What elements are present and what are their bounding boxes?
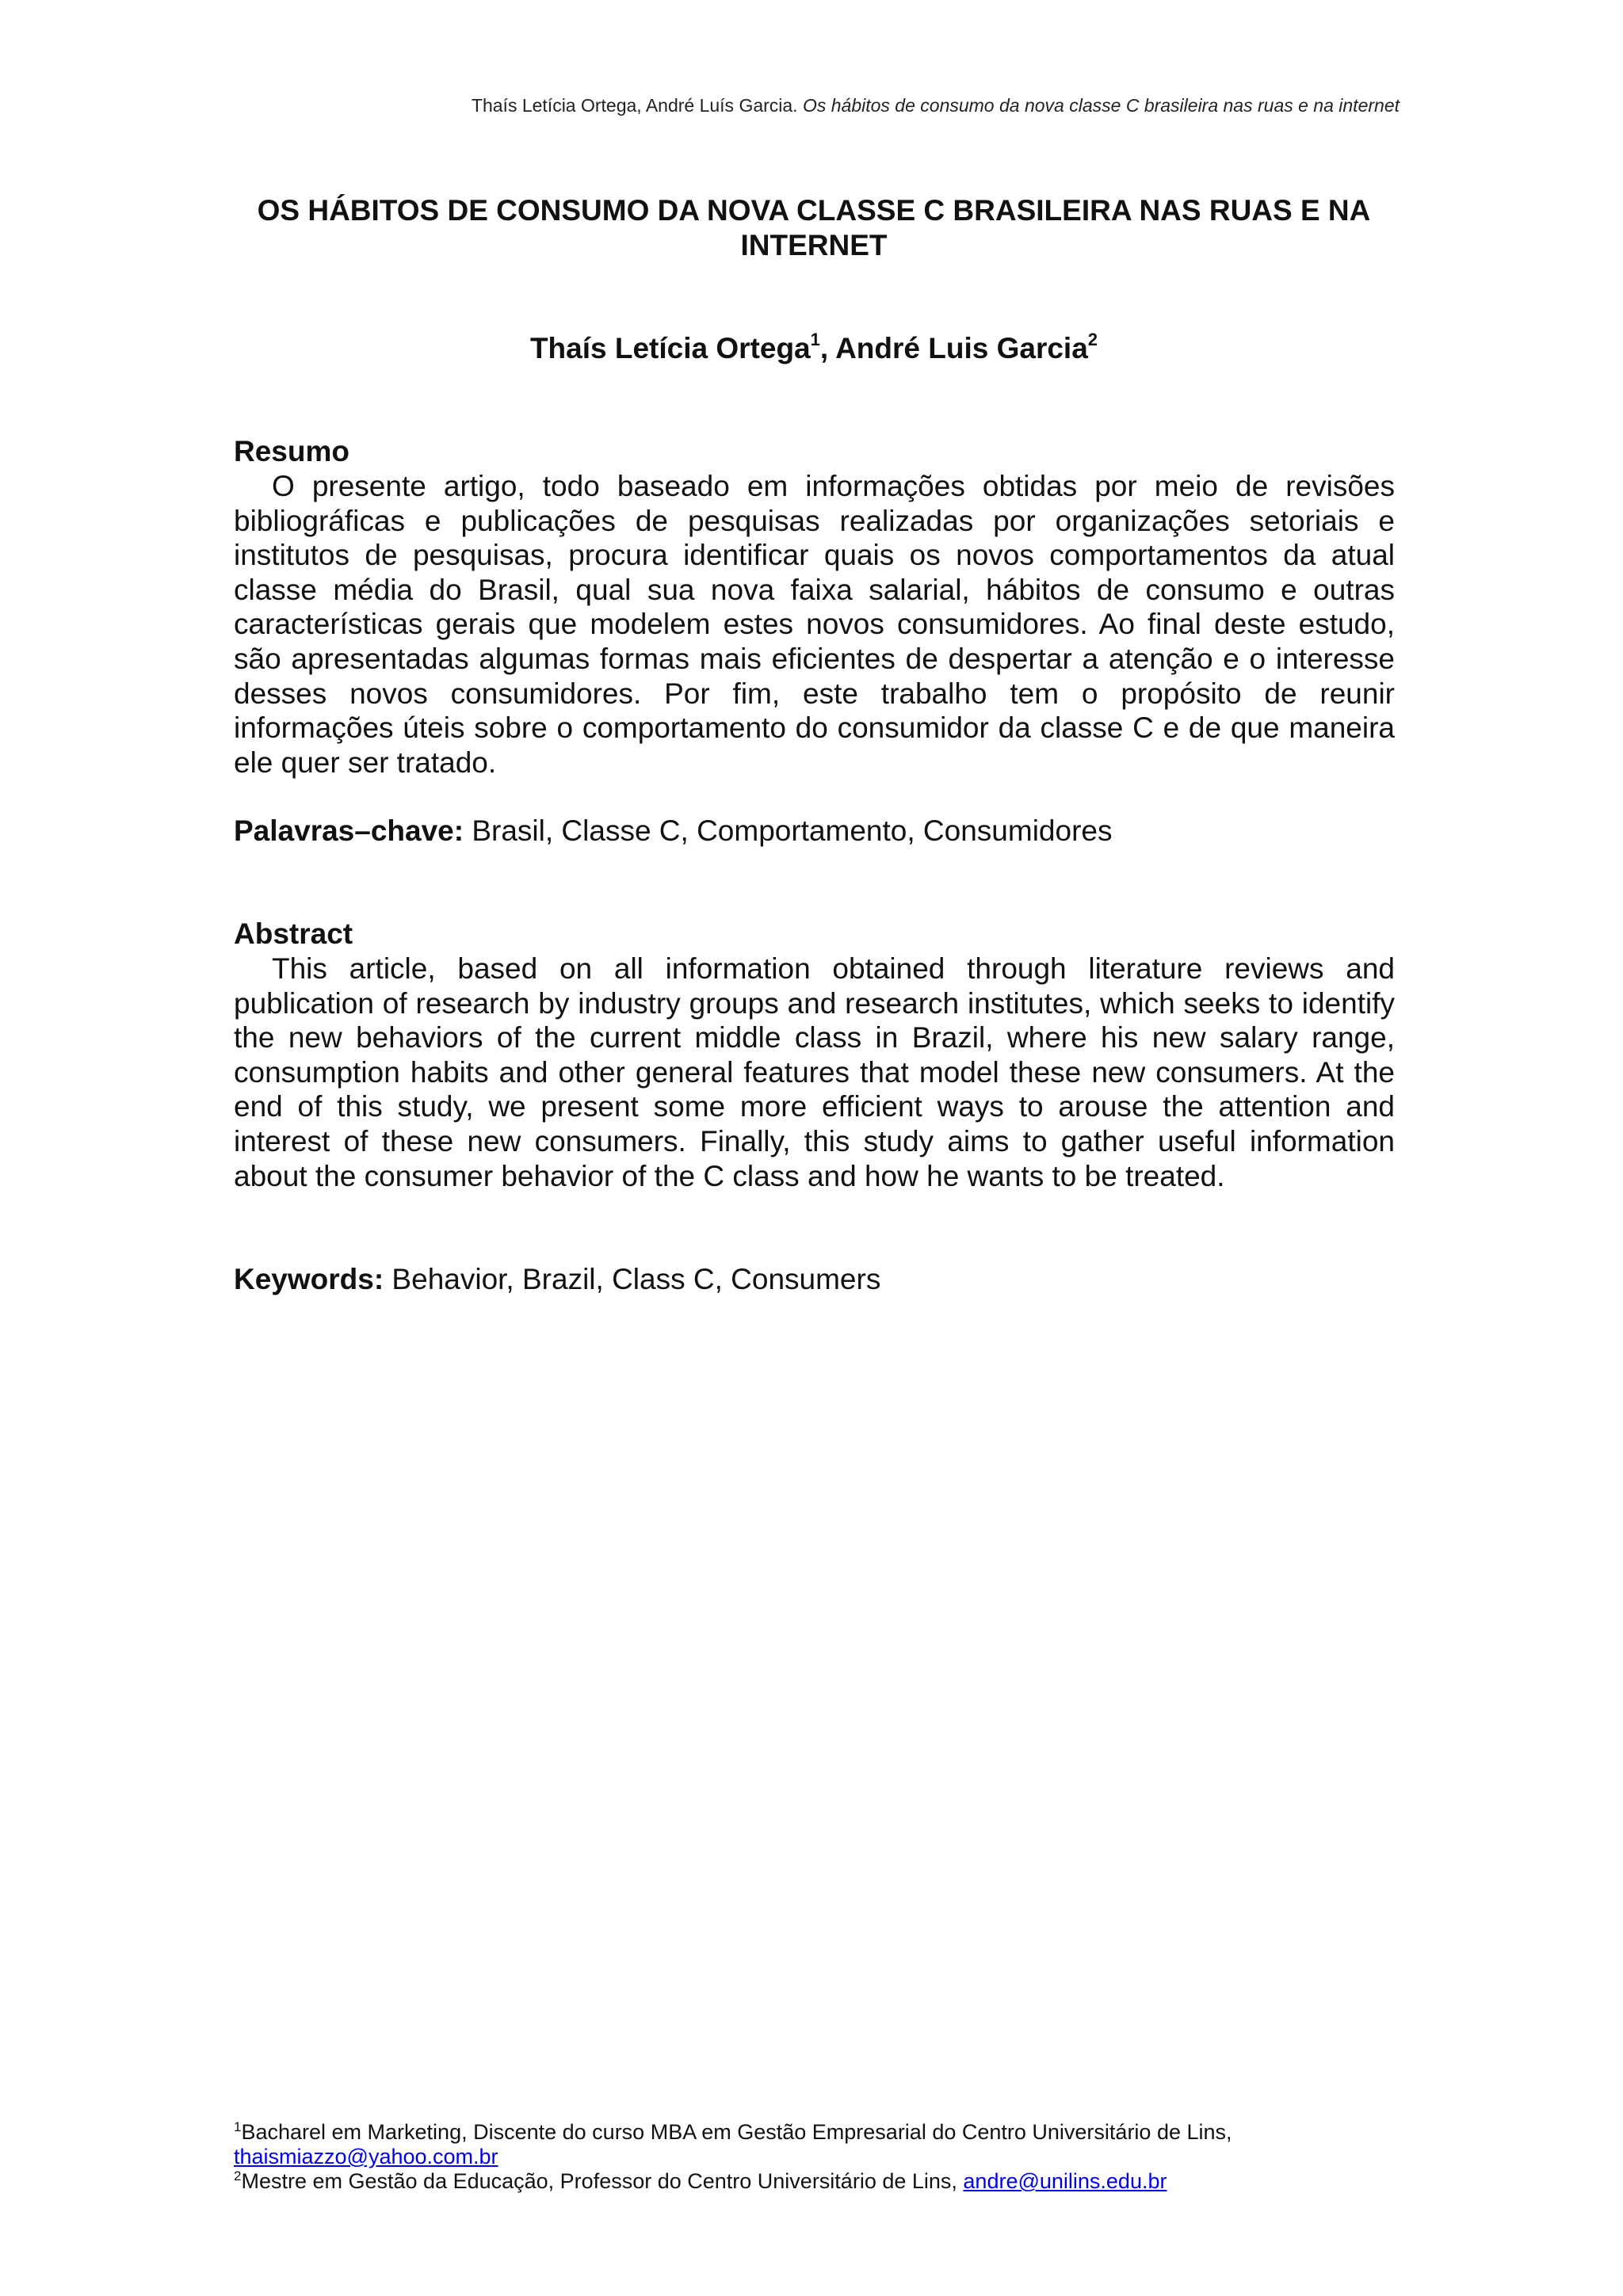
- keywords-label: Keywords:: [234, 1263, 384, 1295]
- footnotes: [234, 2120, 1395, 2194]
- running-header-title: Os hábitos de consumo da nova classe C brasileira nas ruas e na internet: [802, 95, 1400, 116]
- footnote-1-mark: 1: [234, 2119, 242, 2134]
- palavras-chave: [234, 814, 1395, 849]
- resumo-section: [234, 434, 1395, 780]
- author-1-name: Thaís Letícia Ortega: [529, 332, 811, 364]
- footnote-2-text: Mestre em Gestão da Educação, Professor do Centro Universitário de Lins,: [241, 2169, 964, 2193]
- running-header-authors: Thaís Letícia Ortega, André Luís Garcia.: [471, 95, 798, 116]
- author-1-footnote-mark: 1: [810, 330, 820, 349]
- abstract-section: [234, 917, 1395, 1193]
- author-separator: ,: [819, 332, 836, 364]
- resumo-text: O presente artigo, todo baseado em informações obtidas por meio de revisões bibliográficas e publicações de pesquisas realizadas por organizações setoriais e institutos de pesquisas, procura identificar quais os novos comportamentos da atual classe média do Brasil, qual sua nova faixa salarial, hábitos de consumo e outras características gerais que modelem estes novos consumidores. Ao final deste estudo, são apresentadas algumas formas mais eficientes de despertar a atenção e o interesse desses novos consumidores. Por fim, este trabalho tem o propósito de reunir informações úteis sobre o comportamento do consumidor da classe C e de que maneira ele quer ser tratado.: [234, 470, 1395, 779]
- abstract-heading: Abstract: [234, 917, 353, 950]
- keywords-values: Behavior, Brazil, Class C, Consumers: [384, 1263, 881, 1295]
- author-line: [235, 331, 1393, 366]
- running-header: [472, 95, 1400, 116]
- footnote-1-email-link[interactable]: thaismiazzo@yahoo.com.br: [234, 2145, 498, 2168]
- paper-title: OS HÁBITOS DE CONSUMO DA NOVA CLASSE C BRASILEIRA NAS RUAS E NA INTERNET: [257, 194, 1371, 261]
- footnote-2: [234, 2169, 1395, 2194]
- footnote-1: [234, 2120, 1395, 2169]
- keywords: [234, 1262, 1395, 1297]
- palavras-chave-label: Palavras–chave:: [234, 814, 464, 847]
- resumo-heading: Resumo: [234, 435, 349, 467]
- footnote-2-email-link[interactable]: andre@unilins.edu.br: [963, 2169, 1167, 2193]
- footnote-1-text: Bacharel em Marketing, Discente do curso MBA em Gestão Empresarial do Centro Universitário de Lins,: [241, 2120, 1232, 2144]
- author-2-name: André Luis Garcia: [835, 332, 1088, 364]
- palavras-chave-values: Brasil, Classe C, Comportamento, Consumidores: [464, 814, 1113, 847]
- footnote-2-mark: 2: [234, 2168, 242, 2183]
- abstract-text: This article, based on all information obtained through literature reviews and publication of research by industry groups and research institutes, which seeks to identify the new behaviors of the current middle class in Brazil, where his new salary range, consumption habits and other general features that model these new consumers. At the end of this study, we present some more efficient ways to arouse the attention and interest of these new consumers. Finally, this study aims to gather useful information about the consumer behavior of the C class and how he wants to be treated.: [234, 952, 1395, 1192]
- author-2-footnote-mark: 2: [1087, 330, 1098, 349]
